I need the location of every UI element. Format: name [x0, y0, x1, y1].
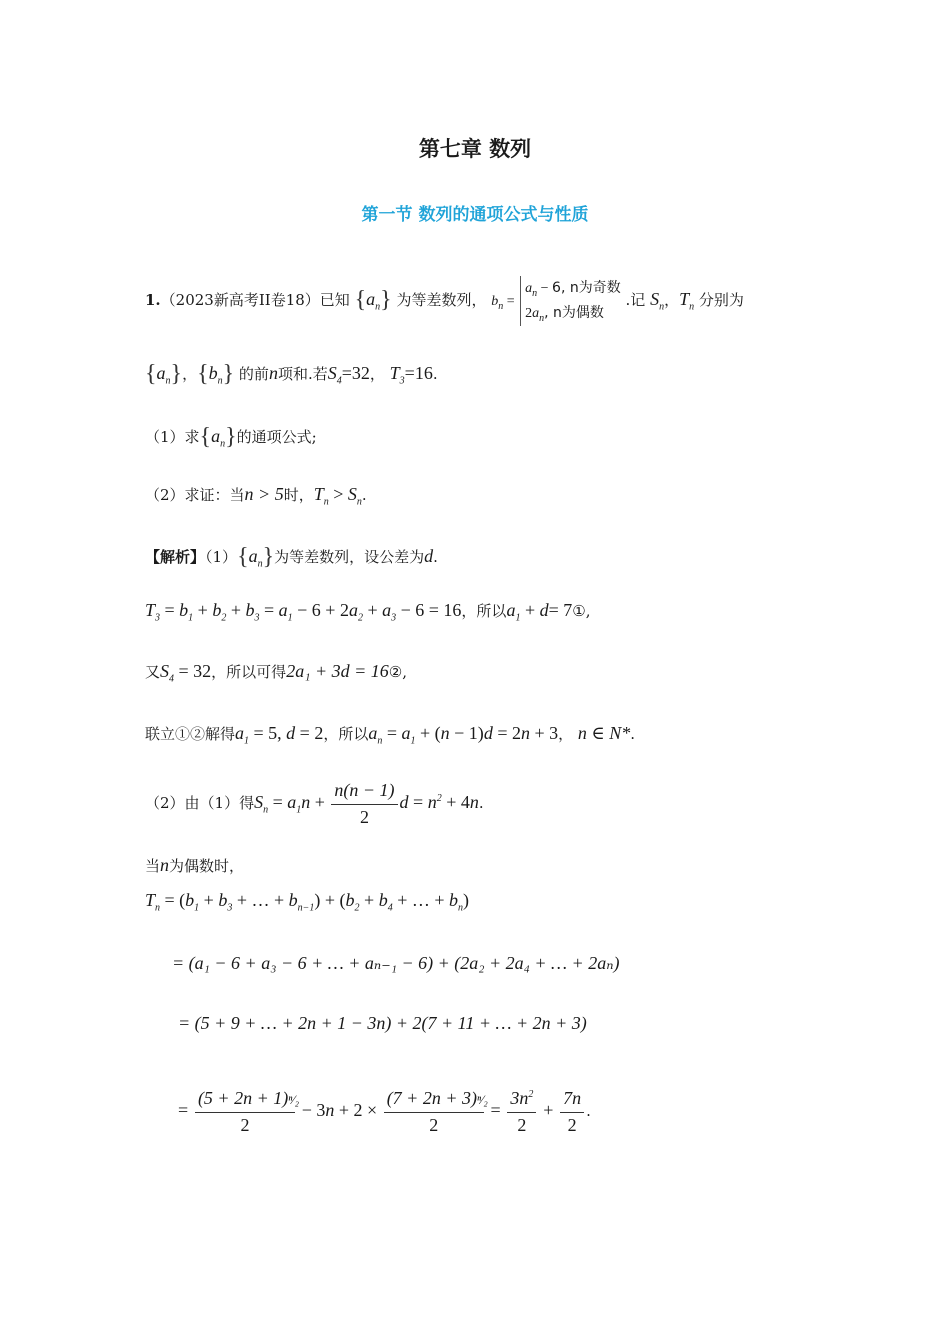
problem-number: 1.: [145, 290, 161, 309]
problem-part-2: （2）求证：当n > 5时，$T_n > S_n$.: [145, 484, 367, 508]
problem-line-2: $\{a_n\}$，$\{b_n\}$ 的前n项和.若$S_4=32$， $T_3=16$.: [145, 361, 438, 387]
solution-line-1: 【解析】$(1)\{a_n\}$为等差数列，设公差为d.: [145, 544, 438, 570]
piecewise-definition: $a_n - 6$, n为奇数 $2a_n$, n为偶数: [520, 276, 621, 326]
solution-line-10: = $\frac{\text{(5 + 2n + 1)ⁿ⁄₂}}{2}$ − 3n + 2 × $\frac{\text{(7 + 2n + 3)ⁿ⁄₂}}{2}$ = $\frac{3n^2}{2}$ + $\frac{7n}{2}$ .: [178, 1088, 591, 1135]
solution-line-9: = (5 + 9 + … + 2n + 1 − 3n) + 2(7 + 11 + … + 2n + 3): [178, 1013, 587, 1033]
solution-line-7: $T_n = (b_1 + b_3$ + … + $b_{n-1}) + (b_2 + b_4$ + … + $b_n$): [145, 890, 469, 914]
solution-line-8: = (a₁ − 6 + a₃ − 6 + … + aₙ₋₁ − 6) + (2a₂ + 2a₄ + … + 2aₙ): [172, 953, 620, 973]
solution-line-2: $T_3 = b_1 + b_2 + b_3 = a_1 - 6 + 2a_2 + a_3 - 6 = 16$，所以$a_1 + d=$ 7①,: [145, 600, 591, 624]
solution-line-3: 又$S_4 = 32$，所以可得2a₁ + 3d = 16②,: [145, 661, 407, 685]
problem-line-1: 1.（2023新高考II卷18）已知 $\{a_n\}$ 为等差数列， $b_n = a_n - 6$, n为奇数 $2a_n$, n为偶数 .记 $S_n$，$T_n$ 分别为: [145, 276, 744, 326]
section-title: 第一节 数列的通项公式与性质: [361, 205, 589, 225]
solution-line-6: 当n为偶数时，: [145, 855, 245, 875]
solution-label: 【解析】: [145, 548, 206, 566]
chapter-title: 第七章 数列: [418, 136, 532, 161]
problem-source: （2023新高考II卷18）: [160, 290, 320, 309]
solution-line-4: 联立①②解得$a_1 = 5$, d = 2，所以$a_n = a_1 + (n - 1)d = 2n + 3$， n ∈ N*.: [145, 723, 636, 747]
solution-line-5: （2）由（1）得$S_n = a_1n$ + $\frac{n(n - 1)}{2}$ $d = n^2 + 4n$.: [145, 780, 484, 827]
problem-part-1: （1）求$\{a_n\}$的通项公式;: [145, 424, 317, 450]
